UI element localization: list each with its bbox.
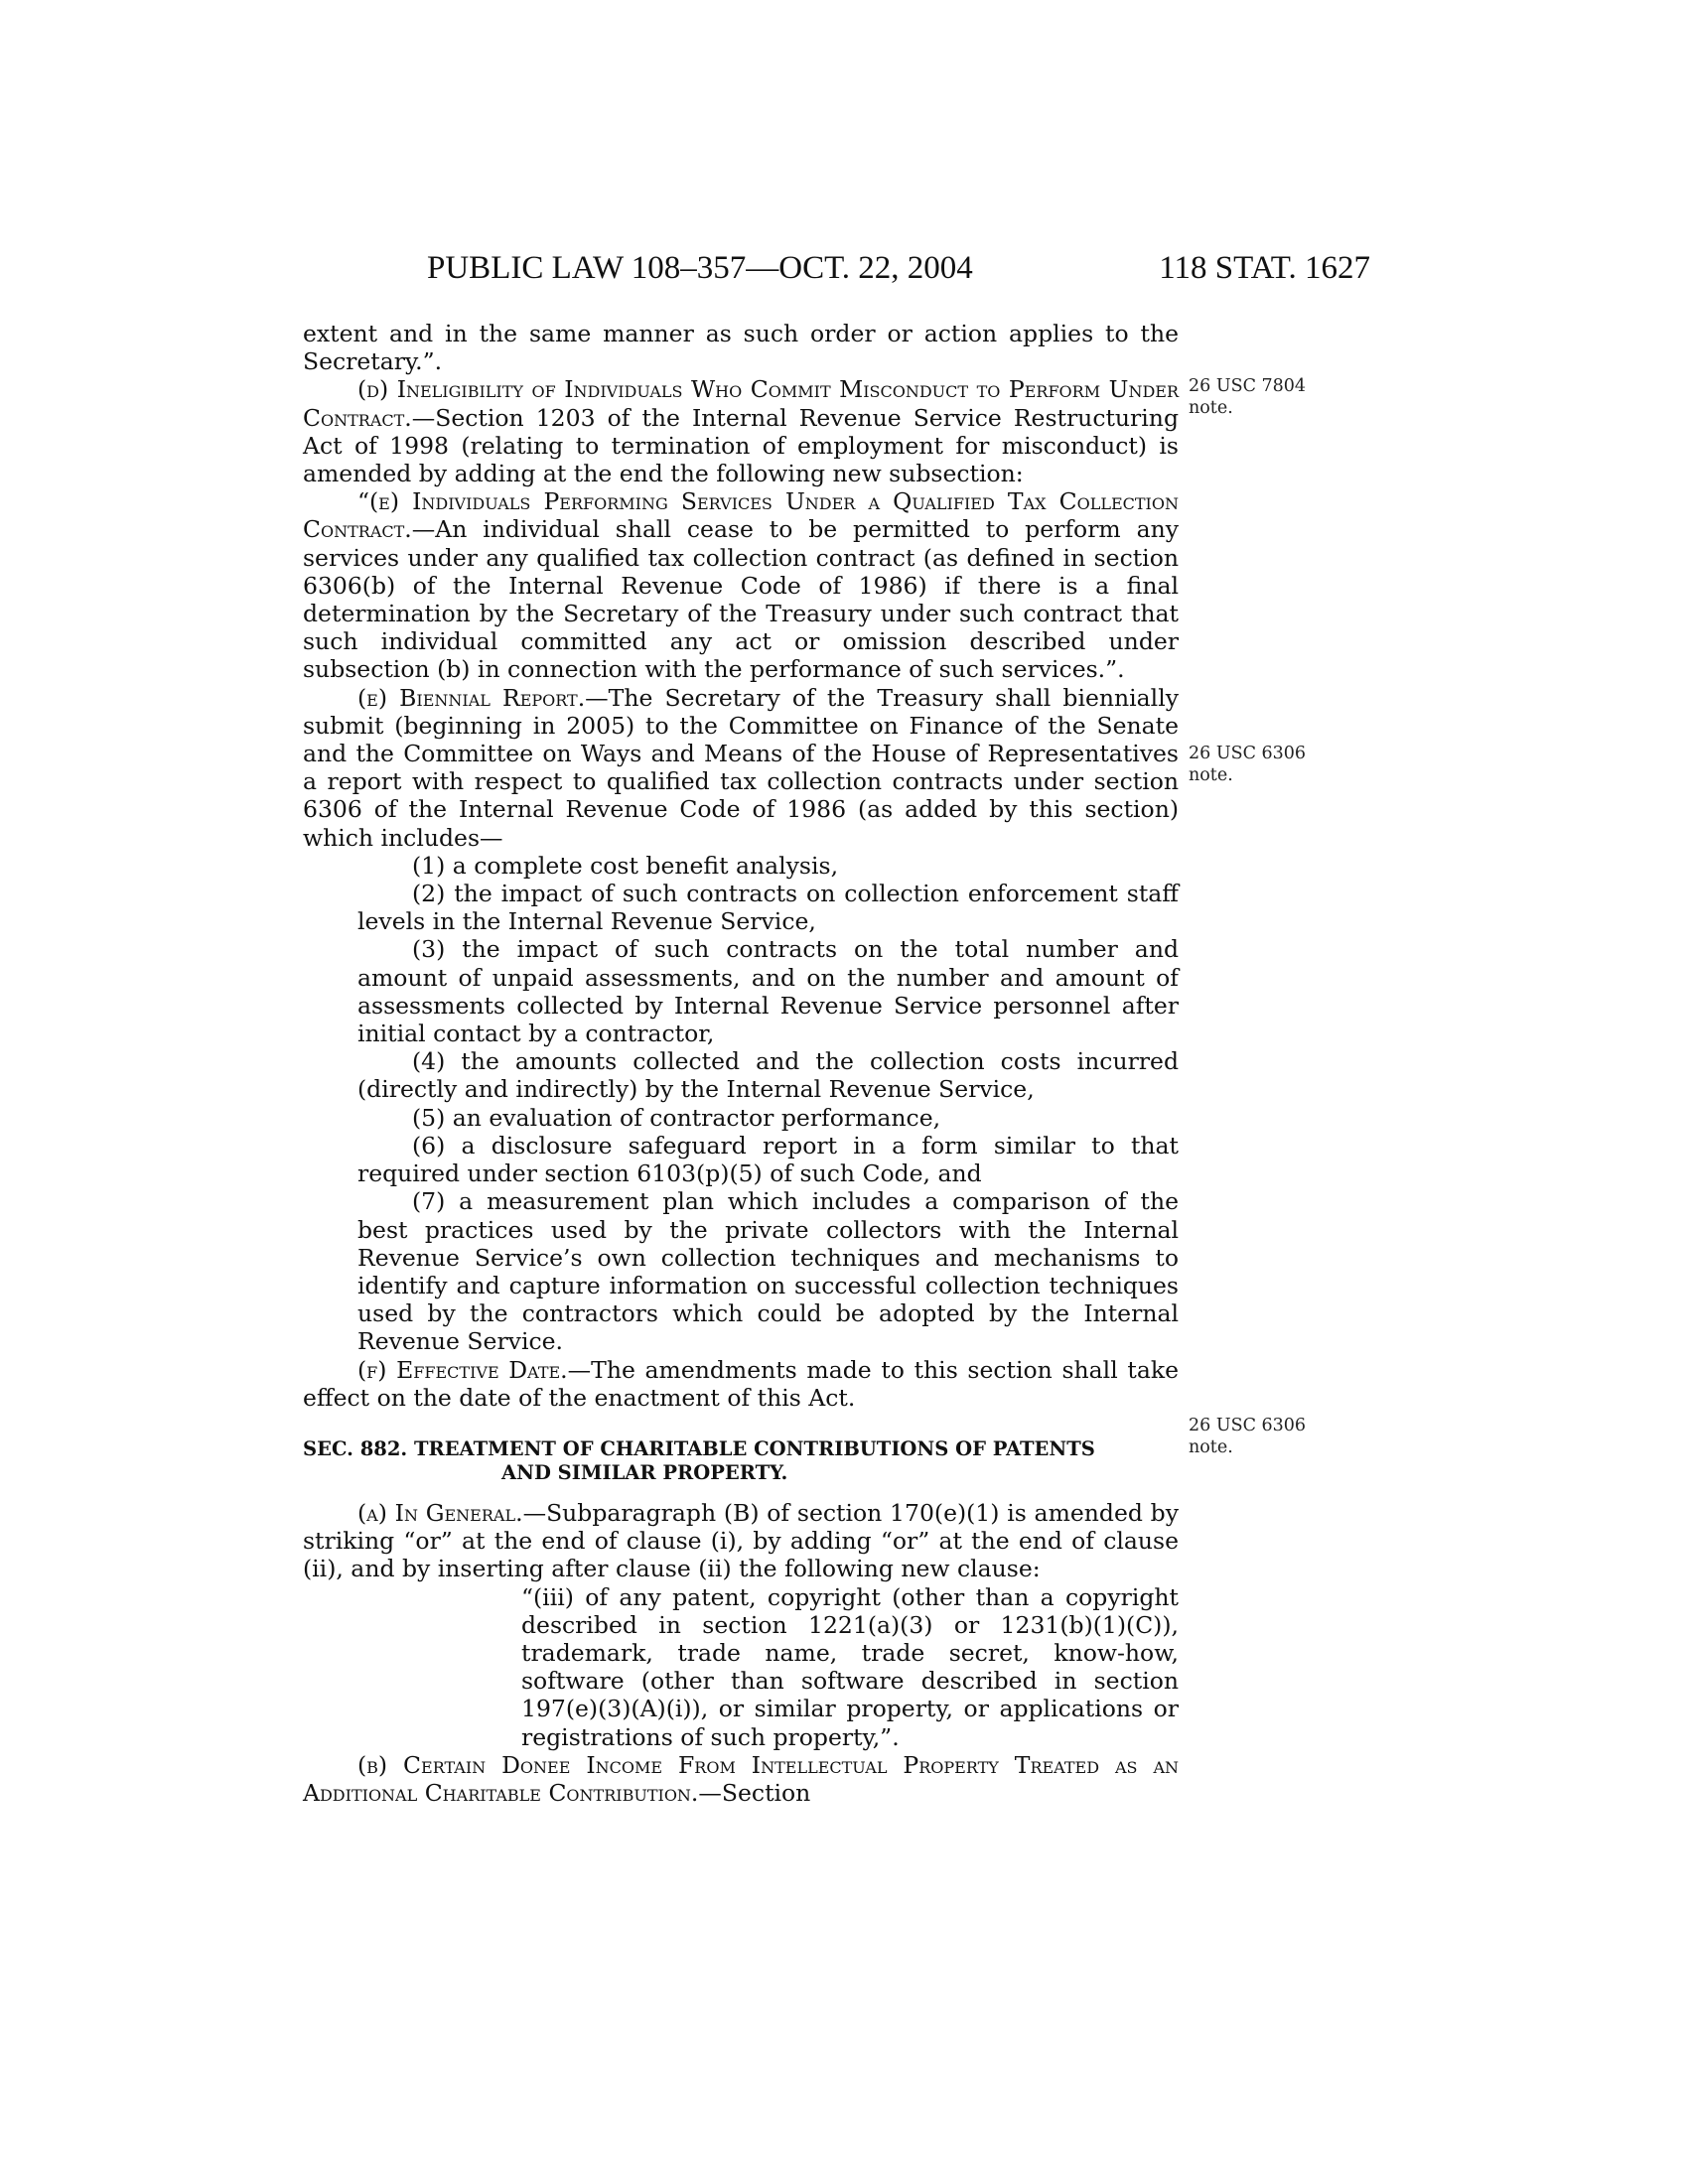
subsection-e-heading: (e) Biennial Report.: [357, 683, 586, 712]
list-item: (4) the amounts collected and the collection costs incurred (directly and indirectly) by the Internal Revenue Service,: [357, 1047, 1179, 1104]
subsection-a-heading: (a) In General.: [357, 1498, 523, 1527]
page-header: [427, 250, 1380, 296]
quoted-clause-iii-text: “(iii) of any patent, copyright (other than a copyright described in section 1221(a)(3) or 1231(b)(1)(C)), trademark, trade name, trade secret, know-how, software (other than software described in section 197(e)(3)(A)(i)), or similar property, or applications or registrations of such property,”.: [521, 1582, 1179, 1751]
list-item: (6) a disclosure safeguard report in a form similar to that required under section 6103(p)(5) of such Code, and: [357, 1131, 1179, 1188]
list-item: (3) the impact of such contracts on the total number and amount of unpaid assessments, and on the number and amount of assessments collected by Internal Revenue Service personnel after initial contact by a contractor,: [357, 935, 1179, 1048]
subsection-e-text: —The Secretary of the Treasury shall biennially submit (beginning in 2005) to the Committee on Finance of the Senate and the Committee on Ways and Means of the House of Representatives a report with respect to qualified tax collection contracts under section 6306 of the Internal Revenue Code of 1986 (as added by this section) which includes—: [303, 683, 1179, 852]
quoted-subsection-e-text: —An individual shall cease to be permitted to perform any services under any qualified tax collection contract (as defined in section 6306(b) of the Internal Revenue Code of 1986) if there is a final determination by the Secretary of the Treasury under such contract that such individual committed any act or omission described under subsection (b) in connection with the performance of such services.”.: [303, 515, 1179, 684]
margin-note-usc-6306-b: 26 USC 6306 note.: [1189, 1416, 1307, 1457]
subsection-d: [303, 375, 1179, 487]
list-item: (2) the impact of such contracts on collection enforcement staff levels in the Internal Revenue Service,: [357, 880, 1179, 936]
subsection-d-text: —Section 1203 of the Internal Revenue Service Restructuring Act of 1998 (relating to termination of employment for misconduct) is amended by adding at the end the following new subsection:: [303, 403, 1179, 488]
running-title: PUBLIC LAW 108–357—OCT. 22, 2004: [427, 250, 973, 286]
list-item: (7) a measurement plan which includes a comparison of the best practices used by the private collectors with the Internal Revenue Service’s own collection techniques and mechanisms to identify and capture information on successful collection techniques used by the contractors which could be adopted by the Internal Revenue Service.: [357, 1187, 1179, 1356]
subsection-f-heading: (f) Effective Date.: [357, 1355, 568, 1384]
subsection-a: [303, 1499, 1179, 1583]
margin-note-usc-6306-a: 26 USC 6306 note.: [1189, 744, 1307, 785]
section-heading-line2: AND SIMILAR PROPERTY.: [501, 1460, 788, 1484]
subsection-f: [303, 1356, 1179, 1412]
subsection-b-heading: (b) Certain Donee Income From Intellectual Property Treated as an Additional Charitable Contribution.: [303, 1750, 1179, 1807]
margin-note-usc-7804: 26 USC 7804 note.: [1189, 376, 1307, 418]
quoted-clause-iii: [303, 1583, 1179, 1751]
list-item: (1) a complete cost benefit analysis,: [412, 851, 839, 880]
quoted-subsection-e-heading: “(e) Individuals Performing Services Under a Qualified Tax Collection Contract.: [303, 487, 1179, 544]
subsection-b-text: —Section: [698, 1778, 811, 1807]
subsection-b: [303, 1751, 1179, 1807]
section-heading-line1: SEC. 882. TREATMENT OF CHARITABLE CONTRIBUTIONS OF PATENTS: [303, 1436, 1095, 1460]
continued-paragraph: extent and in the same manner as such order or action applies to the Secretary.”.: [303, 320, 1179, 376]
quoted-subsection-e: [303, 487, 1179, 683]
section-heading: [303, 1437, 1179, 1485]
subsection-a-text: —Subparagraph (B) of section 170(e)(1) is amended by striking “or” at the end of clause (i), by adding “or” at the end of clause (ii), and by inserting after clause (ii) the following new clause:: [303, 1498, 1179, 1583]
subsection-e: [303, 684, 1179, 852]
subsection-f-text: —The amendments made to this section shall take effect on the date of the enactment of this Act.: [303, 1355, 1179, 1412]
statute-page-number: 118 STAT. 1627: [1159, 250, 1370, 286]
list-item: (5) an evaluation of contractor performance,: [412, 1103, 941, 1132]
subsection-d-heading: (d) Ineligibility of Individuals Who Commit Misconduct to Perform Under Contract.: [303, 375, 1179, 432]
document-body: [303, 320, 1179, 1807]
